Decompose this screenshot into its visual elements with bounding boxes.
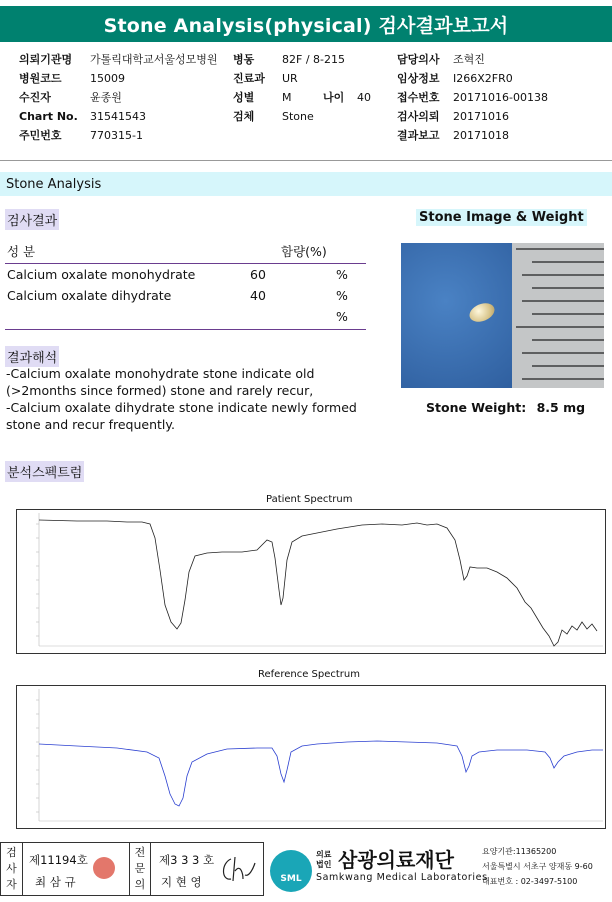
sex-value: M — [282, 91, 292, 104]
signature-icon — [217, 853, 257, 887]
org-name: 삼광의료재단 — [338, 848, 454, 872]
institution-label: 의뢰기관명 — [19, 53, 73, 66]
specialist-name: 지 현 영 — [161, 875, 202, 889]
specialist-tag: 전문의 — [129, 843, 151, 895]
specialist-number: 제3 3 3 호 — [159, 853, 215, 867]
hospital-code-label: 병원코드 — [19, 72, 62, 85]
tester-name: 최 삼 규 — [35, 875, 76, 889]
table-row-value: 60 — [250, 267, 266, 282]
stone-image-heading: Stone Image & Weight — [416, 209, 587, 226]
logo-text: SML — [280, 874, 302, 884]
chart-no-value: 31541543 — [90, 110, 146, 123]
reference-spectrum-plot — [16, 685, 606, 829]
table-row-name: Calcium oxalate dihydrate — [7, 288, 172, 303]
interpretation-line: -Calcium oxalate monohydrate stone indicate old — [6, 366, 315, 381]
specimen-label: 검체 — [233, 110, 255, 123]
table-rule — [5, 263, 366, 264]
table-rule — [5, 329, 366, 330]
divider — [0, 160, 612, 161]
request-label: 검사의뢰 — [397, 110, 440, 123]
spectrum-heading: 분석스펙트럼 — [5, 461, 84, 482]
hospital-code-value: 15009 — [90, 72, 125, 85]
footer — [0, 840, 612, 900]
interpretation-line: stone and recur frequently. — [6, 417, 175, 432]
report-value: 20171018 — [453, 129, 509, 142]
ward-value: 82F / 8-215 — [282, 53, 345, 66]
col-component: 성 분 — [7, 244, 36, 259]
patient-value: 윤종원 — [90, 91, 122, 104]
reference-spectrum-title: Reference Spectrum — [258, 669, 360, 680]
stone-analysis-bar: Stone Analysis — [0, 172, 612, 196]
org-code: 요양기관:11365200 — [482, 847, 557, 856]
dept-label: 진료과 — [233, 72, 265, 85]
org-english-name: Samkwang Medical Laboratories — [316, 872, 488, 883]
interpretation-heading: 결과해석 — [5, 346, 59, 367]
org-phone: 대표번호 : 02-3497-5100 — [482, 877, 578, 886]
stone-weight — [426, 400, 585, 415]
request-value: 20171016 — [453, 110, 509, 123]
institution-value: 가톨릭대학교서울성모병원 — [90, 53, 218, 66]
table-row-name: Calcium oxalate monohydrate — [7, 267, 196, 282]
seal-icon — [93, 857, 115, 879]
reference-spectrum-svg — [17, 686, 605, 828]
age-value: 40 — [357, 91, 371, 104]
specimen-value: Stone — [282, 110, 314, 123]
org-prefix-1: 의료 — [316, 850, 332, 859]
interpretation-line: (>2months since formed) stone and rarely recur, — [6, 383, 314, 398]
stone-weight-value: 8.5 mg — [536, 400, 586, 415]
stone-photo — [401, 243, 604, 388]
org-prefix-2: 법인 — [316, 860, 332, 869]
id-value: 770315-1 — [90, 129, 143, 142]
reference-spectrum-line — [39, 741, 603, 806]
interpretation-text — [6, 365, 366, 433]
chart-no-label: Chart No. — [19, 110, 78, 123]
org-address: 서울특별시 서초구 양재동 9-60 — [482, 862, 593, 871]
report-title: Stone Analysis(physical) 검사결과보고서 — [0, 6, 612, 42]
patient-spectrum-plot — [16, 509, 606, 654]
stone-weight-label: Stone Weight: — [426, 400, 527, 415]
sml-logo-icon — [270, 850, 312, 892]
doctor-label: 담당의사 — [397, 53, 440, 66]
clinical-label: 임상정보 — [397, 72, 440, 85]
col-content: 함량(%) — [281, 244, 327, 259]
id-label: 주민번호 — [19, 129, 62, 142]
tester-tag: 검사자 — [1, 843, 23, 895]
clinical-value: I266X2FR0 — [453, 72, 513, 85]
signature-box — [0, 842, 264, 896]
doctor-value: 조혁진 — [453, 53, 485, 66]
tester-number: 제11194호 — [29, 853, 88, 867]
ruler-icon — [512, 243, 604, 388]
dept-value: UR — [282, 72, 298, 85]
result-heading: 검사결과 — [5, 209, 59, 230]
patient-spectrum-line — [39, 520, 597, 646]
info-block — [19, 50, 609, 145]
patient-label: 수진자 — [19, 91, 51, 104]
table-row-unit: % — [336, 267, 348, 282]
receipt-value: 20171016-00138 — [453, 91, 548, 104]
org-prefix — [316, 850, 331, 870]
patient-spectrum-svg — [17, 510, 605, 653]
interpretation-line: -Calcium oxalate dihydrate stone indicate newly formed — [6, 400, 357, 415]
report-label: 결과보고 — [397, 129, 440, 142]
sex-label: 성별 — [233, 91, 255, 104]
table-row-unit: % — [336, 309, 348, 324]
table-row-unit: % — [336, 288, 348, 303]
patient-spectrum-title: Patient Spectrum — [266, 494, 353, 505]
table-row-value: 40 — [250, 288, 266, 303]
receipt-label: 접수번호 — [397, 91, 440, 104]
ward-label: 병동 — [233, 53, 255, 66]
age-label: 나이 — [323, 91, 345, 104]
